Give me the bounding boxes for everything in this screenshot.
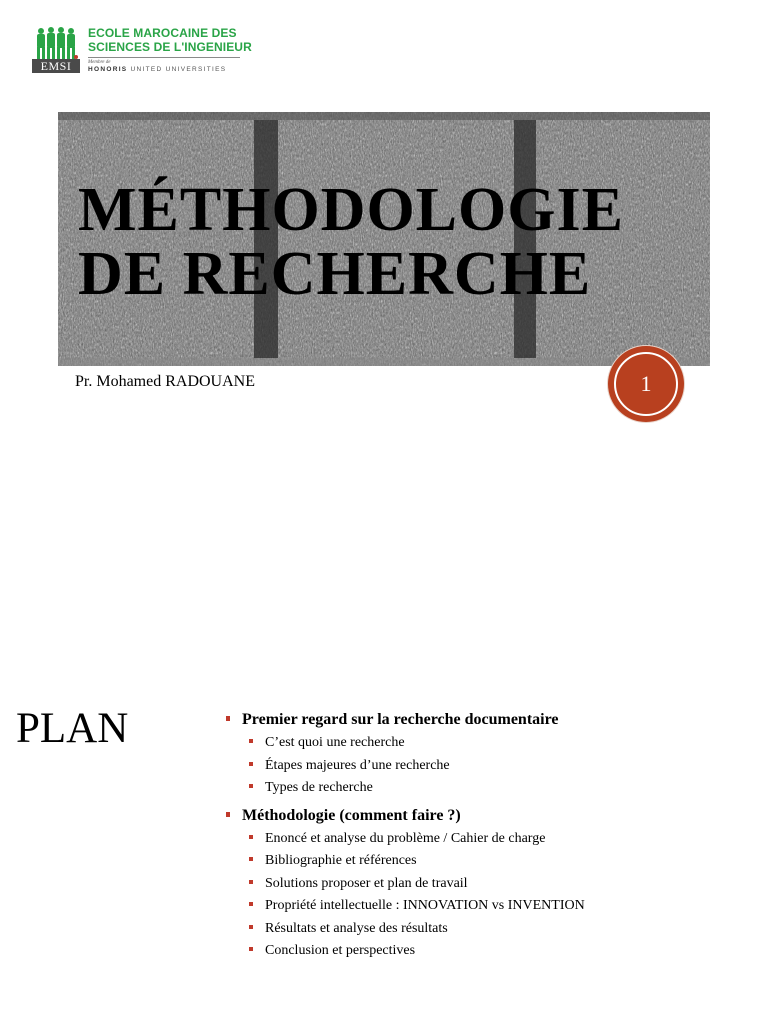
plan-outline: [226, 710, 746, 969]
page-number-badge: [608, 346, 684, 422]
square-bullet-icon: [249, 762, 253, 766]
square-bullet-icon: [249, 857, 253, 861]
logo-text-block: [88, 26, 252, 74]
plan-subsection-list: [226, 828, 746, 963]
slide-title-line1: MÉTHODOLOGIE: [78, 176, 624, 244]
list-item: [249, 777, 746, 800]
list-item-text: Conclusion et perspectives: [265, 943, 416, 958]
list-item-text: Types de recherche: [265, 780, 373, 795]
list-item: [249, 828, 746, 851]
list-item-text: C’est quoi une recherche: [265, 735, 405, 750]
plan-section-title: [226, 806, 746, 826]
list-item-text: Enoncé et analyse du problème / Cahier de charge: [265, 830, 546, 846]
list-item: [249, 732, 746, 755]
list-item: [249, 895, 746, 918]
plan-heading: PLAN: [16, 705, 129, 752]
list-item-text: Étapes majeures d’une recherche: [265, 757, 450, 773]
square-bullet-icon: [249, 739, 253, 743]
logo-divider: [88, 57, 240, 58]
square-bullet-icon: [249, 925, 253, 929]
square-bullet-icon: [249, 784, 253, 788]
logo-school-name-line2: SCIENCES DE L'INGENIEUR: [88, 40, 252, 54]
logo-member-text: Membre de: [88, 60, 111, 65]
emsi-logo-mark-text: EMSI: [40, 59, 72, 73]
plan-section: [226, 806, 746, 963]
square-bullet-icon: [249, 902, 253, 906]
square-bullet-icon: [226, 812, 230, 817]
square-bullet-icon: [249, 880, 253, 884]
list-item: [249, 918, 746, 941]
square-bullet-icon: [226, 716, 230, 721]
logo-honoris-rest: UNITED UNIVERSITIES: [127, 66, 227, 73]
list-item-text: Bibliographie et références: [265, 853, 417, 868]
plan-section: [226, 710, 746, 800]
list-item: [249, 850, 746, 873]
logo-school-name-line1: ECOLE MAROCAINE DES: [88, 26, 237, 40]
plan-section-title: [226, 710, 746, 730]
list-item-text: Propriété intellectuelle : INNOVATION vs INVENTION: [265, 898, 585, 913]
author-name: Pr. Mohamed RADOUANE: [75, 373, 255, 390]
list-item: [249, 940, 746, 963]
list-item: [249, 755, 746, 778]
slide-title-line2: DE RECHERCHE: [78, 240, 592, 308]
logo-honoris-bold: HONORIS: [88, 66, 128, 73]
plan-section-title-text: Méthodologie (comment faire ?): [242, 806, 461, 824]
plan-section-title-text: Premier regard sur la recherche documentaire: [242, 711, 559, 728]
emsi-logo: [32, 26, 252, 76]
page-number: 1: [640, 371, 652, 396]
list-item-text: Résultats et analyse des résultats: [265, 920, 448, 936]
list-item: [249, 873, 746, 896]
square-bullet-icon: [249, 835, 253, 839]
list-item-text: Solutions proposer et plan de travail: [265, 875, 468, 891]
plan-subsection-list: [226, 732, 746, 800]
logo-honoris-text: [88, 66, 248, 74]
slide-title: [78, 178, 624, 306]
square-bullet-icon: [249, 947, 253, 951]
